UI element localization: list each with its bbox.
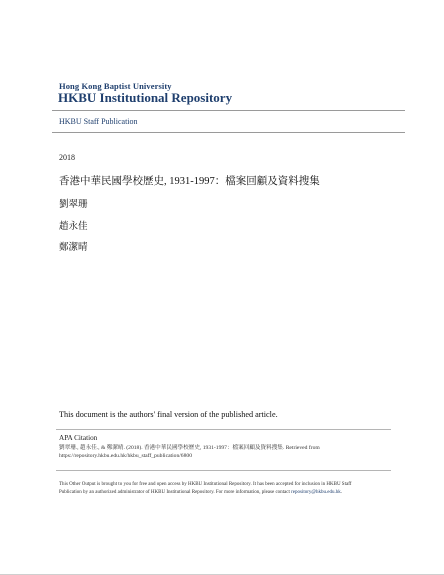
access-line-end: .	[340, 490, 342, 495]
citation-line-1: 劉翠珊., 趙永佳., & 鄭潔晴. (2018). 香港中華民國學校歷史, 1931-1997：檔案回顧及資料搜集. Retrieved from	[59, 445, 320, 451]
publication-year: 2018	[59, 153, 75, 162]
header-divider	[52, 110, 405, 111]
series-divider	[52, 132, 405, 133]
open-access-statement	[59, 481, 389, 497]
access-line-2-text: Publication by an authorized administrator of HKBU Institutional Repository. For more information, please contact	[59, 490, 290, 495]
author-2: 趙永佳	[59, 222, 88, 232]
series-link[interactable]: HKBU Staff Publication	[59, 117, 138, 126]
citation-url[interactable]: https://repository.hkbu.edu.hk/hkbu_staff_publication/6800	[59, 453, 192, 459]
version-note: This document is the authors' final version of the published article.	[59, 410, 278, 419]
apa-citation-text	[59, 444, 389, 460]
access-line-2	[59, 489, 389, 497]
citation-divider-bottom	[56, 470, 391, 471]
repository-name-link[interactable]: HKBU Institutional Repository	[58, 90, 233, 105]
access-line-1: This Other Output is brought to you for free and open access by HKBU Institutional Repository. It has been accepted for inclusion in HKBU Staff	[59, 482, 352, 487]
contact-email-link[interactable]: repository@hkbu.edu.hk	[291, 490, 341, 495]
apa-citation-label: APA Citation	[59, 434, 98, 442]
author-1: 劉翠珊	[59, 200, 88, 210]
institution-name: Hong Kong Baptist University	[59, 81, 172, 91]
document-title: 香港中華民國學校歷史, 1931-1997：檔案回顧及資料搜集	[59, 176, 320, 187]
author-3: 鄭潔晴	[59, 243, 88, 253]
citation-divider-top	[56, 429, 391, 430]
